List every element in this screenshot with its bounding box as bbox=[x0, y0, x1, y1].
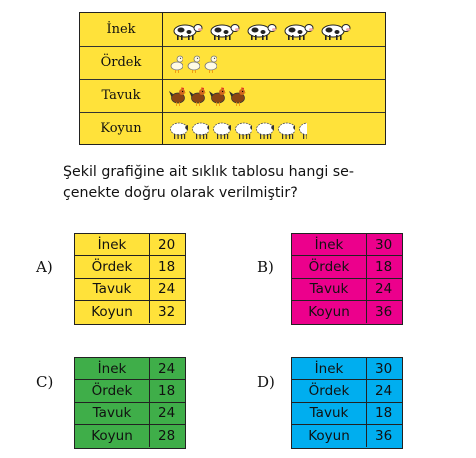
table-row bbox=[75, 301, 185, 323]
duck-icon bbox=[169, 52, 183, 74]
frequency-value: 30 bbox=[375, 360, 393, 377]
sheep-icon bbox=[212, 118, 231, 140]
table-row bbox=[75, 380, 185, 402]
animal-name: Tavuk bbox=[292, 279, 367, 300]
row-label: Koyun bbox=[80, 112, 163, 145]
row-icons bbox=[169, 112, 307, 145]
row-icons bbox=[169, 79, 246, 112]
sheep-icon bbox=[234, 118, 253, 140]
option-a-label[interactable]: A) bbox=[36, 258, 53, 276]
frequency-value: 24 bbox=[375, 281, 393, 298]
table-row bbox=[75, 358, 185, 380]
question-text bbox=[63, 162, 423, 204]
frequency-value: 28 bbox=[158, 427, 176, 444]
sheep-icon bbox=[298, 118, 307, 140]
animal-name: Koyun bbox=[75, 425, 150, 447]
option-c-label[interactable]: C) bbox=[36, 373, 54, 391]
row-label: İnek bbox=[80, 13, 163, 46]
cow-icon bbox=[280, 19, 314, 41]
row-label: Ördek bbox=[80, 46, 163, 79]
option-b-label[interactable]: B) bbox=[257, 258, 274, 276]
frequency-value: 32 bbox=[158, 303, 176, 320]
cow-icon bbox=[243, 19, 277, 41]
cow-icon bbox=[169, 19, 203, 41]
pictograph-row-duck bbox=[80, 46, 385, 80]
frequency-value: 18 bbox=[375, 405, 393, 422]
frequency-value: 30 bbox=[375, 236, 393, 253]
question-line: Şekil grafiğine ait sıklık tablosu hangi se- bbox=[63, 164, 355, 180]
frequency-value: 20 bbox=[158, 236, 176, 253]
option-b-table[interactable] bbox=[291, 233, 403, 325]
animal-name: Koyun bbox=[292, 425, 367, 447]
frequency-value: 36 bbox=[375, 427, 393, 444]
frequency-value: 24 bbox=[158, 281, 176, 298]
animal-name: Ördek bbox=[292, 380, 367, 401]
cow-icon bbox=[317, 19, 351, 41]
table-row bbox=[292, 256, 402, 278]
chicken-icon bbox=[189, 85, 206, 107]
row-icons bbox=[169, 13, 351, 46]
option-a-table[interactable] bbox=[74, 233, 186, 325]
table-row bbox=[75, 234, 185, 256]
row-label: Tavuk bbox=[80, 79, 163, 112]
sheep-icon bbox=[255, 118, 274, 140]
animal-name: Ördek bbox=[75, 256, 150, 277]
cow-icon bbox=[206, 19, 240, 41]
frequency-value: 24 bbox=[158, 405, 176, 422]
table-row bbox=[292, 301, 402, 323]
sheep-icon bbox=[191, 118, 210, 140]
animal-name: İnek bbox=[292, 234, 367, 255]
chicken-icon bbox=[209, 85, 226, 107]
table-row bbox=[292, 380, 402, 402]
table-row bbox=[292, 234, 402, 256]
table-row bbox=[292, 358, 402, 380]
table-row bbox=[75, 403, 185, 425]
question-line: çenekte doğru olarak verilmiştir? bbox=[63, 185, 298, 201]
animal-name: İnek bbox=[75, 358, 150, 379]
duck-icon bbox=[203, 52, 217, 74]
pictograph-row-chicken bbox=[80, 79, 385, 113]
duck-icon bbox=[186, 52, 200, 74]
table-row bbox=[292, 425, 402, 447]
frequency-value: 24 bbox=[375, 382, 393, 399]
pictograph bbox=[79, 12, 386, 145]
animal-name: Tavuk bbox=[75, 279, 150, 300]
table-row bbox=[292, 403, 402, 425]
sheep-icon bbox=[277, 118, 296, 140]
table-row bbox=[75, 256, 185, 278]
animal-name: İnek bbox=[292, 358, 367, 379]
table-row bbox=[75, 425, 185, 447]
sheep-icon bbox=[169, 118, 188, 140]
animal-name: Koyun bbox=[75, 301, 150, 323]
animal-name: Ördek bbox=[75, 380, 150, 401]
table-row bbox=[75, 279, 185, 301]
frequency-value: 18 bbox=[158, 382, 176, 399]
chicken-icon bbox=[169, 85, 186, 107]
animal-name: Koyun bbox=[292, 301, 367, 323]
table-row bbox=[292, 279, 402, 301]
frequency-value: 18 bbox=[375, 258, 393, 275]
animal-name: İnek bbox=[75, 234, 150, 255]
frequency-value: 36 bbox=[375, 303, 393, 320]
animal-name: Ördek bbox=[292, 256, 367, 277]
pictograph-row-sheep bbox=[80, 112, 385, 145]
animal-name: Tavuk bbox=[292, 403, 367, 424]
option-d-table[interactable] bbox=[291, 357, 403, 449]
frequency-value: 18 bbox=[158, 258, 176, 275]
frequency-value: 24 bbox=[158, 360, 176, 377]
option-c-table[interactable] bbox=[74, 357, 186, 449]
option-d-label[interactable]: D) bbox=[257, 373, 275, 391]
row-icons bbox=[169, 46, 217, 79]
animal-name: Tavuk bbox=[75, 403, 150, 424]
chicken-icon bbox=[229, 85, 246, 107]
pictograph-row-cow bbox=[80, 13, 385, 47]
